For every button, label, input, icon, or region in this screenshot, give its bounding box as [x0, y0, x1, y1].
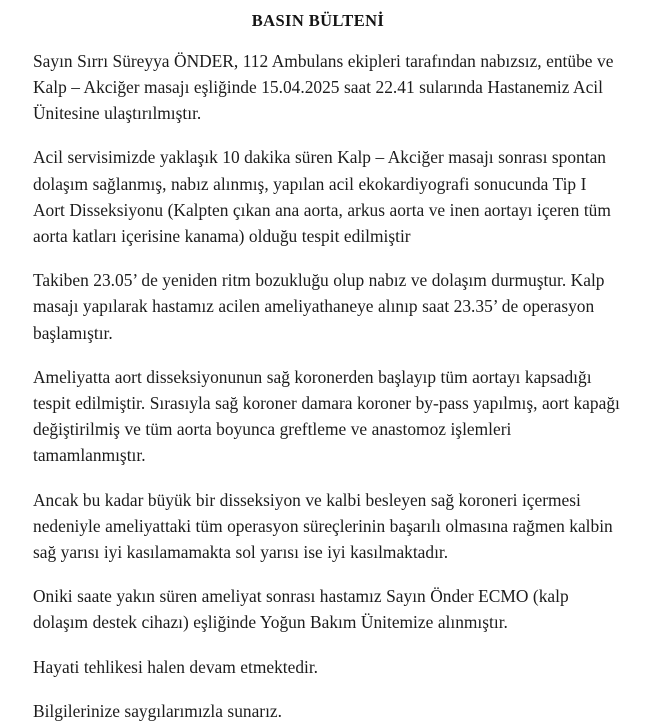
paragraph-critical-status: Hayati tehlikesi halen devam etmektedir.: [33, 656, 319, 677]
paragraph-closing: Bilgilerinize saygılarımızla sunarız.: [33, 700, 282, 721]
paragraph-emergency-diagnosis: Acil servisimizde yaklaşık 10 dakika süren Kalp – Akciğer masajı sonrası spontan dolaşım sağlanmış, nabız alınmış, yapılan acil ekokardiyografi sonucunda Tip I Aort Disseksiyonu (Kalpten çıkan ana aorta, arkus aorta ve inen aortayı içeren tüm aorta katları içerisine kanama) olduğu tespit edilmiştir: [33, 147, 611, 247]
document-body: [0, 48, 650, 724]
paragraph-outcome: Ancak bu kadar büyük bir disseksiyon ve kalbi besleyen sağ koroneri içermesi nedeniyle ameliyattaki tüm operasyon süreçlerinin başarılı olmasına rağmen kalbin sağ yarısı iyi kasılamamakta sol yarısı ise iyi kasılmaktadır.: [33, 489, 613, 563]
page-title: BASIN BÜLTENİ: [251, 11, 385, 30]
paragraph-admission: Sayın Sırrı Süreyya ÖNDER, 112 Ambulans ekipleri tarafından nabızsız, entübe ve Kalp – Akciğer masajı eşliğinde 15.04.2025 saat 22.41 sularında Hastanemiz Acil Ünitesine ulaştırılmıştır.: [33, 50, 614, 124]
paragraph-rhythm-disorder: Takiben 23.05’ de yeniden ritm bozukluğu olup nabız ve dolaşım durmuştur. Kalp masajı yapılarak hastamız acilen ameliyathaneye alınıp saat 23.35’ de operasyon başlamıştır.: [33, 270, 605, 343]
paragraph-surgery-details: Ameliyatta aort disseksiyonunun sağ koronerden başlayıp tüm aortayı kapsadığı tespit edilmiştir. Sırasıyla sağ koroner damara koroner by-pass yapılmış, aort kapağı değiştirilmiş ve tüm aorta boyunca greftleme ve anastomoz işlemleri tamamlanmıştır.: [33, 366, 620, 466]
paragraph-ecmo-icu: Oniki saate yakın süren ameliyat sonrası hastamız Sayın Önder ECMO (kalp dolaşım destek cihazı) eşliğinde Yoğun Bakım Ünitemize alınmıştır.: [33, 586, 569, 633]
